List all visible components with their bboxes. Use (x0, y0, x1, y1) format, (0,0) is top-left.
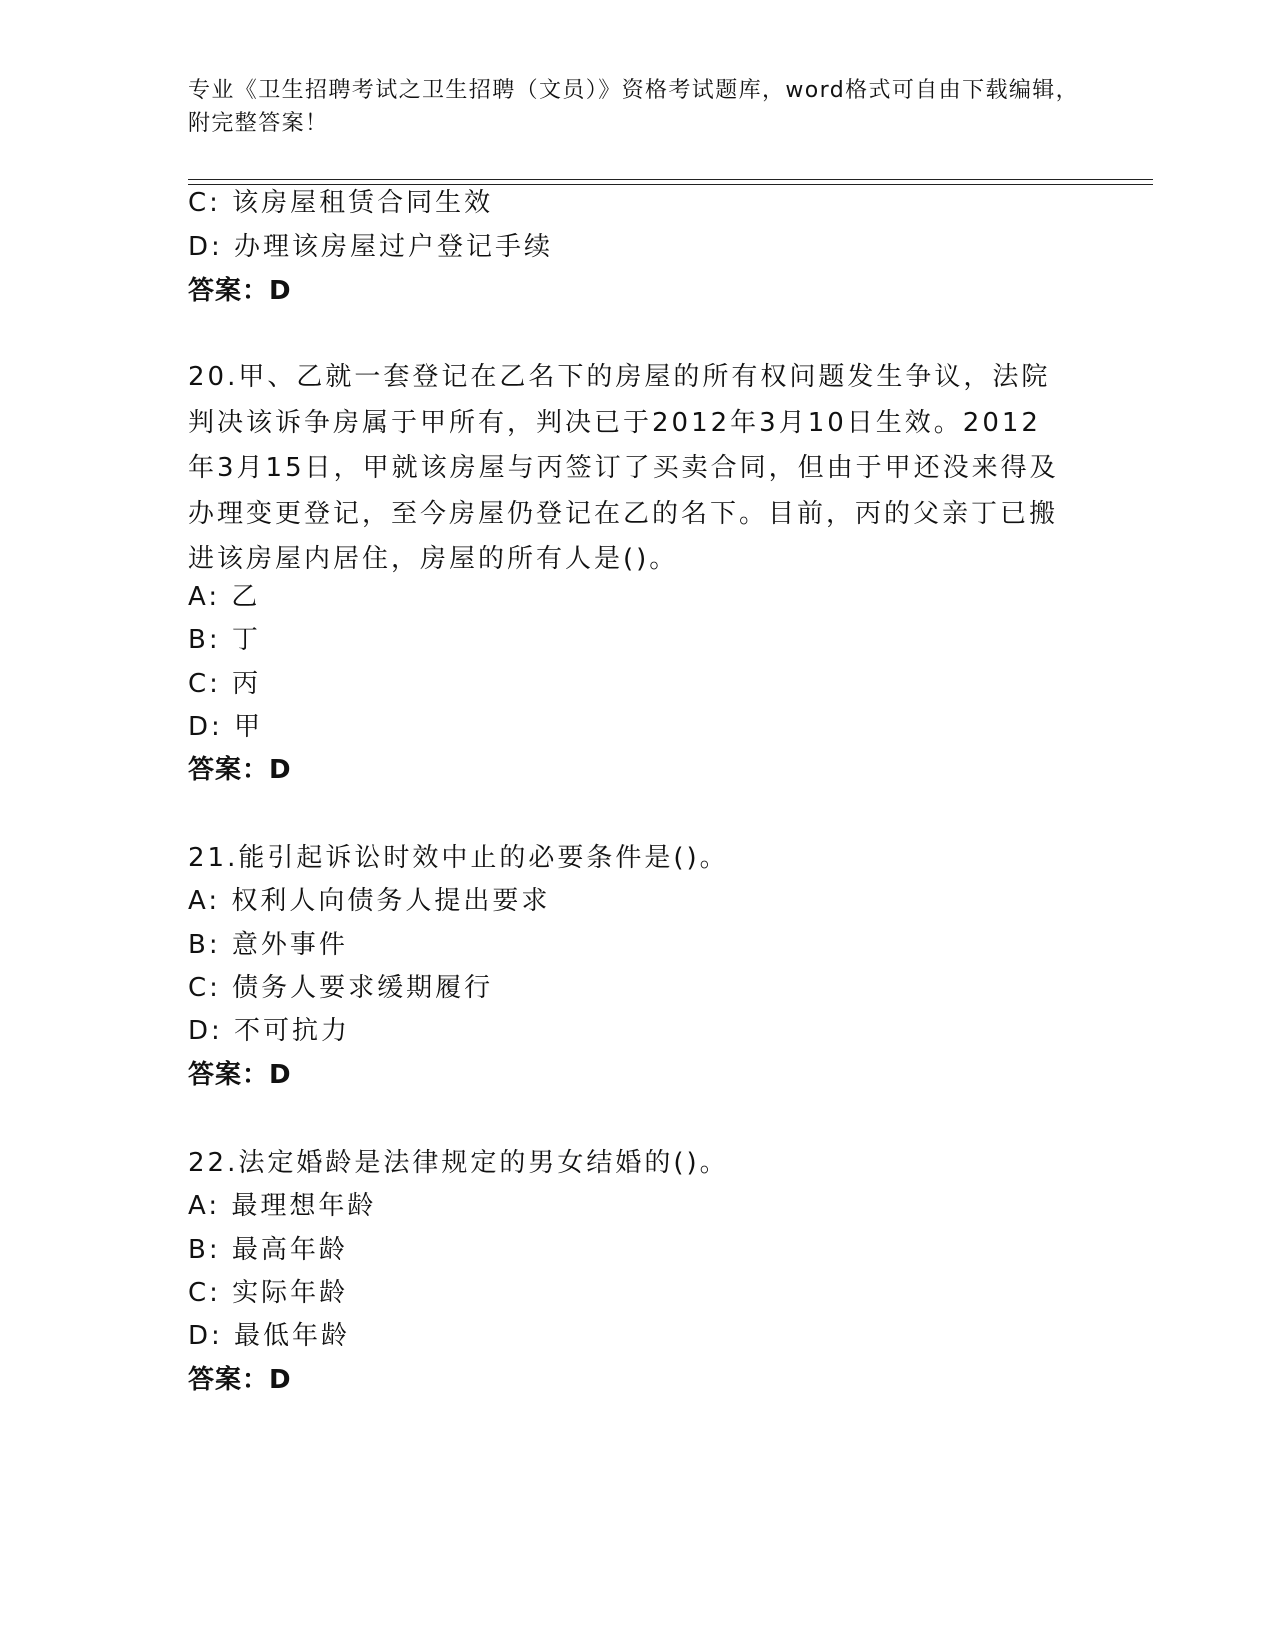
question-21-option-d: D: 不可抗力 (188, 1016, 351, 1046)
question-21-option-a: A: 权利人向债务人提出要求 (188, 886, 551, 916)
header-rule-top (188, 179, 1153, 180)
question-20-option-a: A: 乙 (188, 582, 261, 612)
question-20-stem: 20.甲、乙就一套登记在乙名下的房屋的所有权问题发生争议，法院判决该诉争房属于甲所有，判决已于2012年3月10日生效。2012年3月15日，甲就该房屋与丙签订了买卖合同，但由于甲还没来得及办理变更登记，至今房屋仍登记在乙的名下。目前，丙的父亲丁已搬进该房屋内居住，房屋的所有人是()。 (188, 362, 1059, 574)
question-22-stem: 22.法定婚龄是法律规定的男女结婚的()。 (188, 1148, 729, 1178)
question-21-stem: 21.能引起诉讼时效中止的必要条件是()。 (188, 843, 729, 873)
question-21-answer: 答案：D (188, 1060, 292, 1090)
question-22-option-c: C: 实际年龄 (188, 1278, 349, 1308)
question-22-option-a: A: 最理想年龄 (188, 1191, 377, 1221)
header-rule-bottom (188, 184, 1153, 185)
question-21-option-b: B: 意外事件 (188, 930, 348, 960)
answer-label: 答案：D (188, 276, 292, 306)
question-22-option-d: D: 最低年龄 (188, 1321, 351, 1351)
question-20-option-c: C: 丙 (188, 669, 262, 699)
option-d: D: 办理该房屋过户登记手续 (188, 232, 554, 262)
question-20-answer: 答案：D (188, 755, 292, 785)
question-21-option-c: C: 债务人要求缓期履行 (188, 973, 494, 1003)
document-header: 专业《卫生招聘考试之卫生招聘（文员）》资格考试题库，word格式可自由下载编辑，附完整答案！ (188, 78, 1080, 136)
question-22-option-b: B: 最高年龄 (188, 1235, 348, 1265)
question-22-answer: 答案：D (188, 1365, 292, 1395)
option-c: C: 该房屋租赁合同生效 (188, 188, 494, 218)
question-20-option-d: D: 甲 (188, 712, 264, 742)
question-20-option-b: B: 丁 (188, 625, 261, 655)
